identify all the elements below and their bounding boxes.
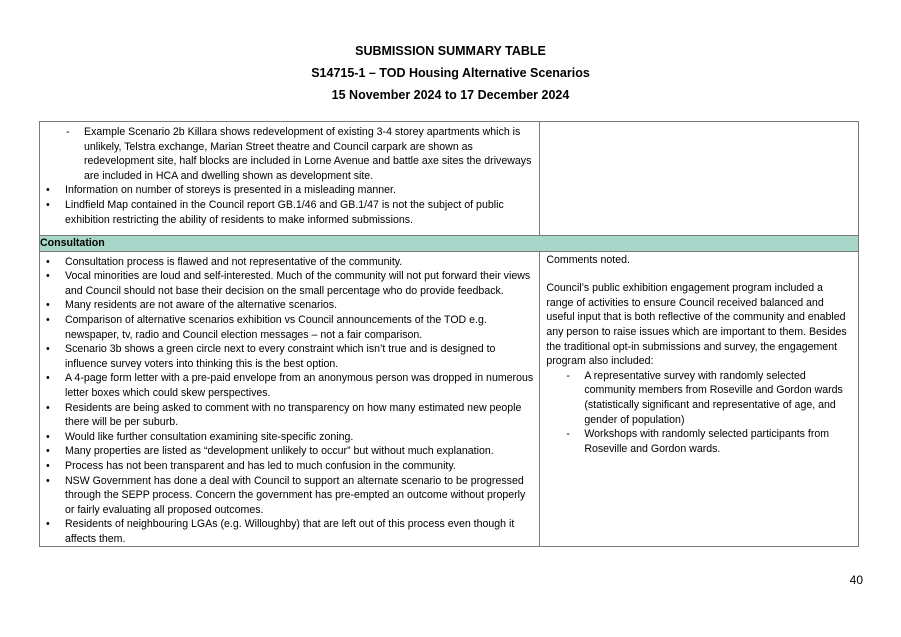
list-item: • Vocal minorities are loud and self-interested. Much of the community will not put forward their views and Council should not base their decision on the small percentage who do provide feedback. (40, 269, 533, 298)
submission-summary-table (39, 121, 859, 547)
list-item: • Information on number of storeys is presented in a misleading manner. (40, 183, 533, 198)
list-item: • Scenario 3b shows a green circle next to every constraint which isn’t true and is designed to influence survey voters into thinking this is the best option. (40, 342, 533, 371)
list-item: • Many residents are not aware of the alternative scenarios. (40, 298, 533, 313)
issues-cell (40, 251, 540, 547)
list-item: • Residents of neighbouring LGAs (e.g. Willoughby) that are left out of this process even though it affects them. (40, 517, 533, 546)
response-paragraph: Comments noted. (546, 253, 630, 266)
document-subtitle: S14715-1 – TOD Housing Alternative Scenarios (311, 66, 590, 80)
list-item: • A 4-page form letter with a pre-paid envelope from an anonymous person was dropped in numerous letter boxes which could skew perspectives. (40, 371, 533, 400)
issues-list (40, 252, 539, 547)
section-header-row (40, 236, 859, 252)
document-date-range: 15 November 2024 to 17 December 2024 (331, 88, 570, 102)
issues-cell (40, 122, 540, 236)
list-item: • Comparison of alternative scenarios exhibition vs Council announcements of the TOD e.g. newspaper, tv, radio and Council election messages – not a fair comparison. (40, 313, 533, 342)
response-paragraph: Council’s public exhibition engagement program included a range of activities to ensure Council received balanced and useful input that is both reflective of the community and enabled any person to raise issues which are important to them. Besides the traditional opt-in submissions and survey, the engagement program also included: (546, 282, 847, 368)
list-item: - Workshops with randomly selected participants from Roseville and Gordon wards. (546, 427, 852, 456)
response-cell (540, 251, 859, 547)
response-cell (540, 122, 859, 236)
page-number: 40 (849, 573, 863, 587)
list-item: - Example Scenario 2b Killara shows redevelopment of existing 3-4 storey apartments which is unlikely, Telstra exchange, Marian Street theatre and Council carpark are shown as redevelopment site, half blocks are included in Lorne Avenue and battle axe sites the driveways are included in HCA and dwelling shown as development site. (40, 125, 533, 183)
engagement-list (546, 369, 852, 457)
table-row (40, 122, 859, 236)
list-item: • Process has not been transparent and has led to much confusion in the community. (40, 459, 533, 474)
list-item: • Lindfield Map contained in the Council report GB.1/46 and GB.1/47 is not the subject of public exhibition restricting the ability of residents to make informed submissions. (40, 198, 533, 227)
section-heading: Consultation (40, 236, 859, 252)
list-item: • Residents are being asked to comment with no transparency on how many estimated new people there will be per suburb. (40, 401, 533, 430)
issues-list (40, 122, 539, 227)
list-item: • Would like further consultation examining site-specific zoning. (40, 430, 533, 445)
list-item: - A representative survey with randomly selected community members from Roseville and Gordon wards (statistically significant and representative of age, and gender of population) (546, 369, 852, 427)
list-item: • NSW Government has done a deal with Council to support an alternate scenario to be progressed through the SEPP process. Concern the government has pre-empted an outcome without properly or fairly evaluating all proposed outcomes. (40, 474, 533, 518)
list-item: • Consultation process is flawed and not representative of the community. (40, 255, 533, 270)
table-row (40, 251, 859, 547)
document-title: SUBMISSION SUMMARY TABLE (355, 44, 546, 58)
list-item: • Many properties are listed as “development unlikely to occur” but without much explanation. (40, 444, 533, 459)
council-response (540, 252, 858, 457)
